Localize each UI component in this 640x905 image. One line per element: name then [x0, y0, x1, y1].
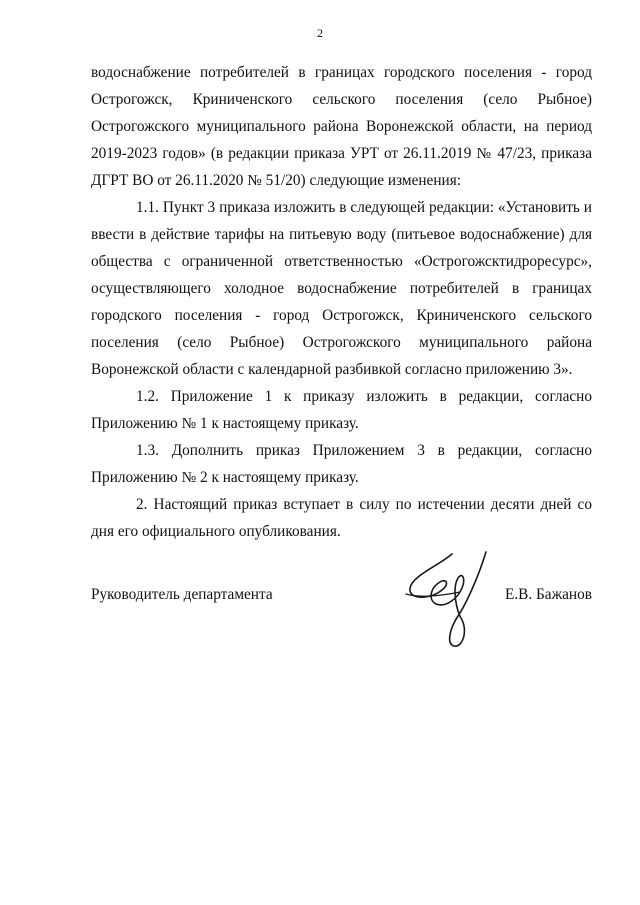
document-body — [91, 59, 592, 545]
handwritten-signature — [400, 548, 495, 658]
paragraph-intro-continuation: водоснабжение потребителей в границах городского поселения - город Острогожск, Криниченского сельского поселения (село Рыбное) Острогожского муниципального района Воронежской области, на период 2019-2023 годов» (в редакции приказа УРТ от 26.11.2019 № 47/23, приказа ДГРТ ВО от 26.11.2020 № 51/20) следующие изменения: — [91, 64, 592, 189]
page-number: 2 — [317, 26, 323, 40]
paragraph-item-1-3: 1.3. Дополнить приказ Приложением 3 в редакции, согласно Приложению № 2 к настоящему приказу. — [91, 442, 592, 486]
paragraph-item-1-2: 1.2. Приложение 1 к приказу изложить в редакции, согласно Приложению № 1 к настоящему приказу. — [91, 388, 592, 432]
paragraph-item-2: 2. Настоящий приказ вступает в силу по истечении десяти дней со дня его официального опубликования. — [91, 496, 592, 540]
paragraph-item-1-1: 1.1. Пункт 3 приказа изложить в следующей редакции: «Установить и ввести в действие тарифы на питьевую воду (питьевое водоснабжение) для общества с ограниченной ответственностью «Острогожсктидроресурс», осуществляющего холодное водоснабжение потребителей в границах городского поселения - город Острогожск, Криниченского сельского поселения (село Рыбное) Острогожского муниципального района Воронежской области с календарной разбивкой согласно приложению 3». — [91, 199, 592, 378]
signature-block — [91, 586, 592, 608]
signer-position: Руководитель департамента — [91, 586, 273, 603]
signer-name: Е.В. Бажанов — [504, 586, 592, 603]
